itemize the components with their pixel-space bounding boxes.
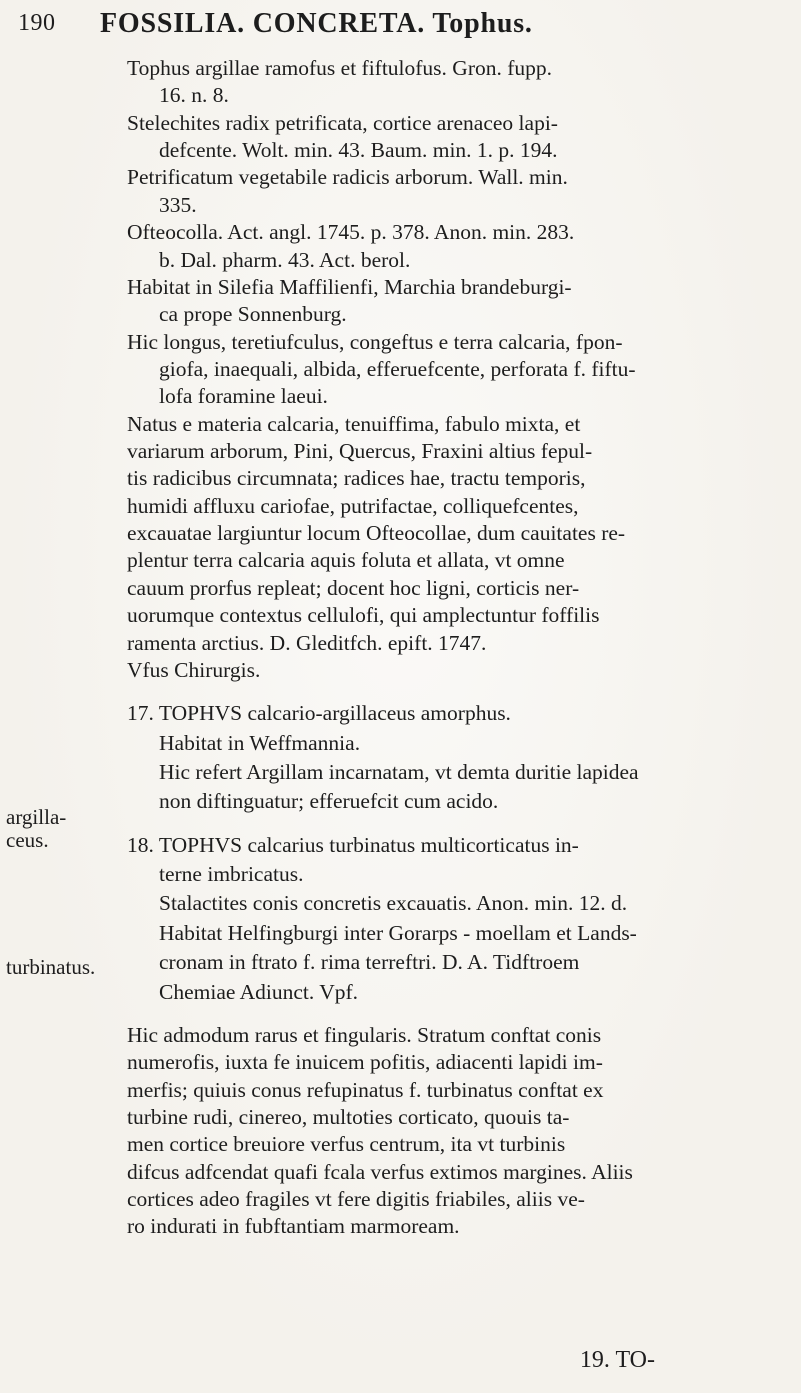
text-line: non diftinguatur; efferuefcit cum acido. [159,789,499,814]
margin-label-argillaceus [6,806,66,852]
text-line: cortices adeo fragiles vt fere digitis friabiles, aliis ve- [127,1187,585,1212]
text-line: turbine rudi, cinereo, multoties corticato, quouis ta- [127,1104,570,1129]
top-section [127,56,749,683]
text-line: Ofteocolla. Act. angl. 1745. p. 378. Anon. min. 283. [127,220,575,245]
bottom-section [127,1023,749,1240]
text-line: ro indurati in fubftantiam marmoream. [127,1214,460,1239]
text-line: Chemiae Adiunct. Vpf. [159,979,359,1004]
page-number: 190 [18,10,56,36]
text-line: Stelechites radix petrificata, cortice arenaceo lapi- [127,110,558,135]
text-line: uorumque contextus cellulofi, qui amplectuntur foffilis [127,603,600,628]
margin-label-line: argilla- [6,805,67,829]
margin-label-turbinatus [6,956,95,979]
text-line: Vfus Chirurgis. [127,657,261,682]
text-line: lofa foramine laeui. [159,384,328,409]
catchword: 19. TO- [579,1347,655,1373]
text-line: men cortice breuiore verfus centrum, ita vt turbinis [127,1132,566,1157]
text-line: ramenta arctius. D. Gleditfch. epift. 1747. [127,630,487,655]
text-line: Hic refert Argillam incarnatam, vt demta duritie lapidea [159,759,639,784]
text-line: numerofis, iuxta fe inuicem pofitis, adiacenti lapidi im- [127,1050,603,1075]
text-line: 335. [159,192,197,217]
entry-17 [127,701,749,814]
text-line: 16. n. 8. [159,83,229,108]
page-header [18,8,781,48]
text-line: variarum arborum, Pini, Quercus, Fraxini altius fepul- [127,439,593,464]
main-text [127,56,749,1240]
entry-heading: 18. TOPHVS calcarius turbinatus multicorticatus in- [127,832,579,857]
text-line: cauum prorfus repleat; docent hoc ligni, corticis ner- [127,575,580,600]
text-line: Natus e materia calcaria, tenuiffima, fabulo mixta, et [127,411,581,436]
text-line: cronam in ftrato f. rima terreftri. D. A. Tidftroem [159,950,580,975]
text-line: b. Dal. pharm. 43. Act. berol. [159,247,411,272]
text-line: tis radicibus circumnata; radices hae, tractu temporis, [127,466,586,491]
text-line: difcus adfcendat quafi fcala verfus extimos margines. Aliis [127,1159,633,1184]
entry-heading: 17. TOPHVS calcario-argillaceus amorphus. [127,701,511,726]
text-line: plentur terra calcaria aquis foluta et allata, vt omne [127,548,565,573]
text-line: giofa, inaequali, albida, efferuefcente, perforata f. fiftu- [159,356,636,381]
text-line: Hic longus, teretiufculus, congeftus e terra calcaria, fpon- [127,329,623,354]
entry-18 [127,833,749,1005]
text-line: defcente. Wolt. min. 43. Baum. min. 1. p. 194. [159,138,558,163]
text-line: Habitat Helfingburgi inter Gorarps - moellam et Lands- [159,920,637,945]
text-line: terne imbricatus. [159,862,304,887]
margin-label-line: ceus. [6,828,49,853]
text-line: merfis; quiuis conus refupinatus f. turbinatus conftat ex [127,1077,604,1102]
text-line: Hic admodum rarus et fingularis. Stratum conftat conis [127,1022,602,1047]
text-line: humidi affluxu cariofae, putrifactae, colliquefcentes, [127,493,579,518]
running-head: FOSSILIA. CONCRETA. Tophus. [100,8,533,39]
text-line: Stalactites conis concretis excauatis. Anon. min. 12. d. [159,891,628,916]
text-line: Habitat in Weffmannia. [159,730,361,755]
text-line: excauatae largiuntur locum Ofteocollae, dum cauitates re- [127,521,626,546]
text-line: ca prope Sonnenburg. [159,302,347,327]
text-line: Habitat in Silefia Maffilienfi, Marchia brandeburgi- [127,274,572,299]
text-line: Petrificatum vegetabile radicis arborum. Wall. min. [127,165,568,190]
text-line: Tophus argillae ramofus et fiftulofus. Gron. fupp. [127,56,553,80]
margin-label-line: turbinatus. [6,955,96,979]
